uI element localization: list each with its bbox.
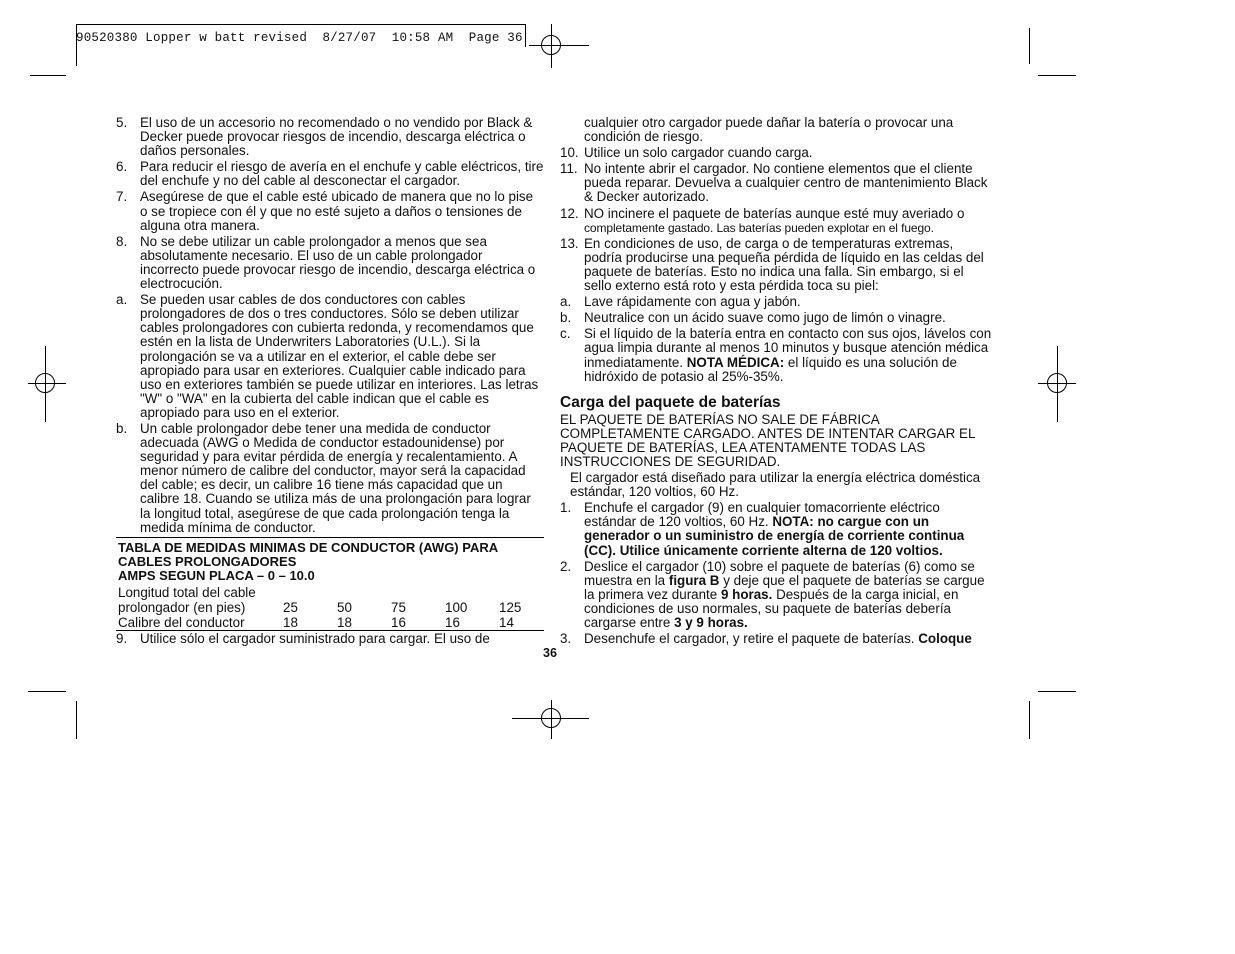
step-2: 2. Deslice el cargador (10) sobre el paquete de baterías (6) como se muestra en la figura B y deje que el paquete de baterías se cargue la primera vez durante 9 horas. Después de la carga inicial, en condiciones de uso normales, su paquete de baterías debería cargarse entre 3 y 9 horas. bbox=[560, 558, 985, 630]
intro-paragraph: El cargador está diseñado para utilizar la energía eléctrica doméstica estándar, 120 voltios, 60 Hz. bbox=[570, 470, 981, 500]
step-3: 3. Desenchufe el cargador, y retire el paquete de baterías. Coloque bbox=[560, 631, 972, 647]
right-column bbox=[560, 116, 994, 648]
registration-mark-right bbox=[1047, 373, 1067, 393]
crop-mark-bl-v bbox=[76, 701, 77, 739]
list-item-b: b. Neutralice con un ácido suave como jugo de limón o vinagre. bbox=[560, 310, 946, 326]
crop-mark-br-h bbox=[1038, 691, 1076, 692]
crop-mark-tr-h bbox=[1038, 75, 1076, 76]
list-item-a: a. Se pueden usar cables de dos conductores con cables prolongadores de dos o tres conductores. Sólo se deben utilizar cables prolongadores con cubierta redonda, y recomendamos que estén en la lista de Underwriters Laboratories (U.L.). Si la prolongación se va a utilizar en el exterior, el cable debe ser apropiado para usar en exteriores. Cualquier cable indicado para uso en exteriores también se puede utilizar en interiores. Las letras "W" o "WA" en la cubierta del cable indican que el cable es apropiado para uso en el exterior. bbox=[116, 292, 539, 420]
page-number: 36 bbox=[543, 646, 557, 660]
list-item-9: 9. Utilice sólo el cargador suministrado para cargar. El uso de bbox=[116, 631, 490, 647]
list-item-12: 12. NO incinere el paquete de baterías aunque esté muy averiado o completamente gastado. Las baterías pueden explotar en el fuego. bbox=[560, 205, 965, 235]
list-item-11: 11. No intente abrir el cargador. No contiene elementos que el cliente pueda reparar. Devuelva a cualquier centro de mantenimiento Black & Decker autorizado. bbox=[560, 161, 988, 205]
crop-mark-tr-v bbox=[1029, 28, 1030, 64]
step-1: 1. Enchufe el cargador (9) en cualquier tomacorriente eléctrico estándar de 120 voltios, 60 Hz. NOTA: no cargue con un generador o un suministro de energía de corriente continua (CC). Utilice únicamente corriente alterna de 120 voltios. bbox=[560, 500, 965, 558]
registration-mark-top bbox=[541, 35, 561, 55]
registration-mark-bottom bbox=[541, 708, 561, 728]
crop-mark-tl-v bbox=[76, 46, 77, 66]
awg-table-title: TABLA DE MEDIDAS MINIMAS DE CONDUCTOR (AWG) PARA CABLES PROLONGADORES bbox=[118, 539, 498, 569]
section-heading: Carga del paquete de baterías bbox=[560, 393, 781, 411]
crop-mark-br-v bbox=[1029, 701, 1030, 739]
left-column bbox=[116, 116, 544, 648]
awg-table bbox=[118, 585, 544, 630]
list-item-7: 7. Asegúrese de que el cable esté ubicado de manera que no lo pise o se tropiece con él y que no esté sujeto a daños o tensiones de alguna otra manera. bbox=[116, 189, 534, 233]
crop-mark-tl-h bbox=[30, 75, 66, 76]
list-item-a: a. Lave rápidamente con agua y jabón. bbox=[560, 294, 801, 310]
list-item-c: c. Si el líquido de la batería entra en contacto con sus ojos, lávelos con agua limpia durante al menos 10 minutos y busque atención médica inmediatamente. NOTA MÉDICA: el líquido es una solución de hidróxido de potasio al 25%-35%. bbox=[560, 326, 992, 384]
list-item-9-continued: cualquier otro cargador puede dañar la batería o provocar una condición de riesgo. bbox=[584, 115, 954, 145]
caps-warning: EL PAQUETE DE BATERÍAS NO SALE DE FÁBRICA COMPLETAMENTE CARGADO. ANTES DE INTENTAR CARGAR EL PAQUETE DE BATERÍAS, LEA ATENTAMENTE TODAS LAS INSTRUCCIONES DE SEGURIDAD. bbox=[560, 411, 975, 469]
registration-mark-left bbox=[35, 373, 55, 393]
list-item-6: 6. Para reducir el riesgo de avería en el enchufe y cable eléctricos, tire del enchufe y no del cable al desconectar el cargador. bbox=[116, 159, 544, 189]
list-item-b: b. Un cable prolongador debe tener una medida de conductor adecuada (AWG o Medida de conductor estadounidense) por seguridad y para evitar pérdida de energía y recalentamiento. A menor número de calibre del conductor, mayor será la capacidad del cable; es decir, un calibre 16 tiene más capacidad que un calibre 18. Cuando se utiliza más de una prolongación para lograr la longitud total, asegúrese de que cada prolongación tenga la medida mínima de conductor. bbox=[116, 420, 531, 535]
crop-mark-bl-h bbox=[28, 691, 66, 692]
awg-table-box bbox=[116, 537, 544, 632]
list-item-10: 10. Utilice un solo cargador cuando carga. bbox=[560, 145, 813, 161]
print-slug: 90520380 Lopper w batt revised 8/27/07 10:58 AM Page 36 bbox=[76, 31, 523, 45]
list-item-8: 8. No se debe utilizar un cable prolongador a menos que sea absolutamente necesario. El uso de un cable prolongador incorrecto puede provocar riesgo de incendio, descarga eléctrica o electrocución. bbox=[116, 233, 536, 292]
awg-table-subtitle: AMPS SEGUN PLACA – 0 – 10.0 bbox=[118, 568, 315, 584]
table-row: Calibre del conductor 18 18 16 16 14 bbox=[118, 615, 514, 631]
table-row: prolongador (en pies) 25 50 75 100 125 bbox=[118, 600, 522, 616]
list-item-5: 5. El uso de un accesorio no recomendado o no vendido por Black & Decker puede provocar riesgos de incendio, descarga eléctrica o daños personales. bbox=[116, 115, 533, 159]
awg-row-header: Longitud total del cable bbox=[118, 585, 256, 601]
list-item-13: 13. En condiciones de uso, de carga o de temperaturas extremas, podría producirse una pequeña pérdida de líquido en las celdas del paquete de baterías. Esto no indica una falla. Sin embargo, si el sello externo está roto y esta pérdida toca su piel: bbox=[560, 235, 984, 294]
